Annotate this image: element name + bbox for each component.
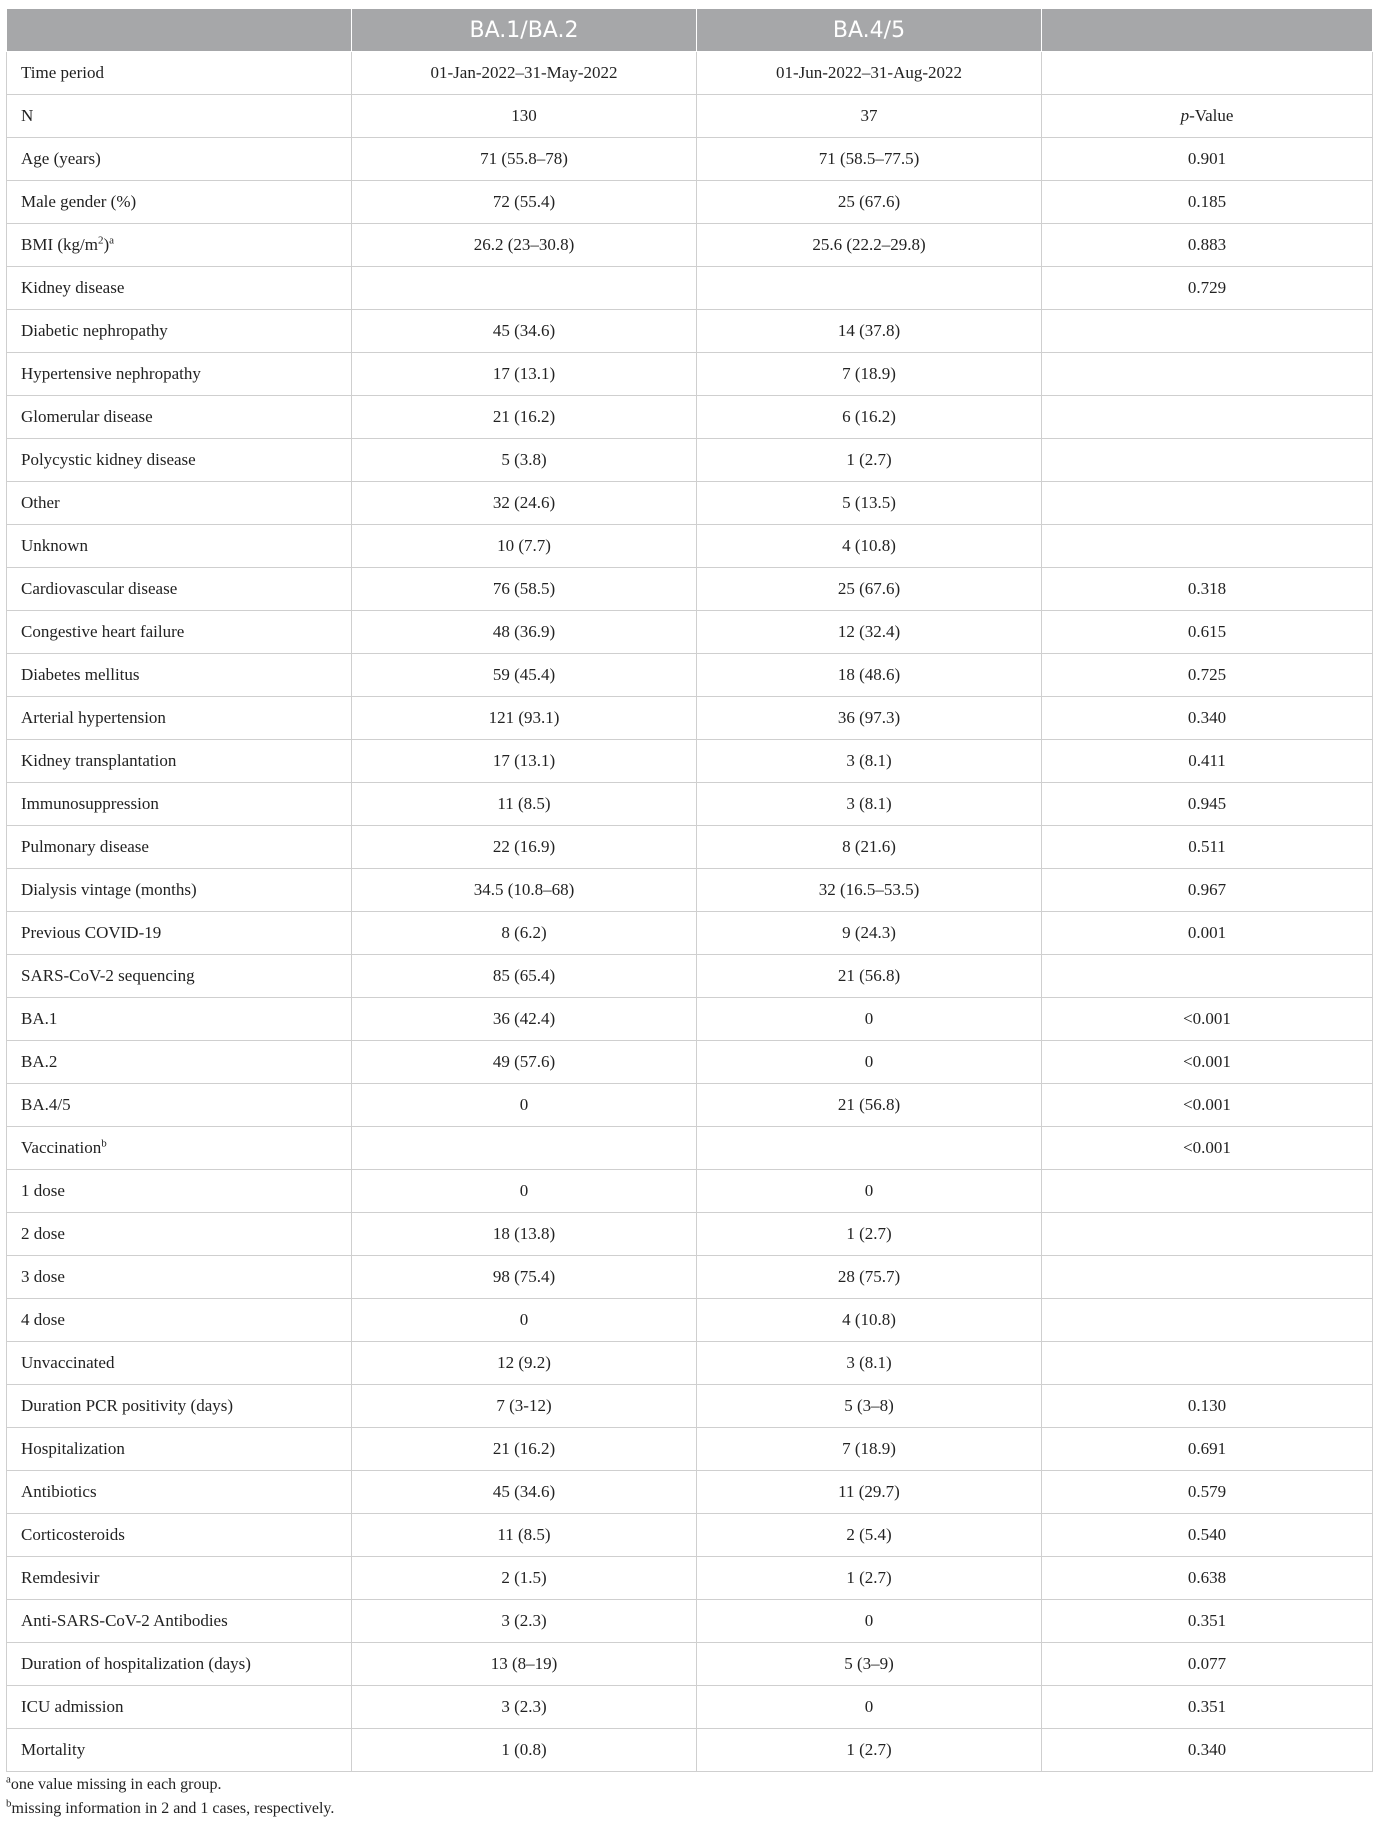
row-label: Previous COVID-19 [7,912,352,955]
table-row [7,1686,1373,1729]
cell-ba45: 32 (16.5–53.5) [697,869,1042,912]
cell-pvalue: 0.901 [1042,138,1373,181]
cell-ba12: 11 (8.5) [352,1514,697,1557]
header-row [7,9,1373,52]
cell-ba12: 17 (13.1) [352,740,697,783]
row-label: Male gender (%) [7,181,352,224]
table-row [7,439,1373,482]
table-row [7,1385,1373,1428]
cell-ba45: 2 (5.4) [697,1514,1042,1557]
cell-ba12: 49 (57.6) [352,1041,697,1084]
table-row [7,1127,1373,1170]
table-row [7,740,1373,783]
cell-ba12: 32 (24.6) [352,482,697,525]
cell-pvalue: 0.883 [1042,224,1373,267]
footnotes [6,1773,334,1821]
table-container [6,8,1372,1772]
cell-ba45 [697,1127,1042,1170]
cell-ba45: 0 [697,1041,1042,1084]
cell-ba45: 1 (2.7) [697,439,1042,482]
row-label: Pulmonary disease [7,826,352,869]
row-label: ICU admission [7,1686,352,1729]
cell-ba12: 0 [352,1084,697,1127]
cell-ba45: 25 (67.6) [697,568,1042,611]
cell-pvalue: 0.579 [1042,1471,1373,1514]
cell-ba45: 0 [697,1686,1042,1729]
row-label: Unvaccinated [7,1342,352,1385]
cell-ba12: 85 (65.4) [352,955,697,998]
table-row [7,1471,1373,1514]
cell-ba12: 130 [352,95,697,138]
cell-ba45: 7 (18.9) [697,1428,1042,1471]
cell-ba12: 59 (45.4) [352,654,697,697]
row-label: Cardiovascular disease [7,568,352,611]
table-row [7,396,1373,439]
table-body [7,52,1373,1772]
header-cell-label [7,9,352,52]
table-row [7,1600,1373,1643]
data-table [6,8,1373,1772]
cell-ba12: 21 (16.2) [352,396,697,439]
table-row [7,1428,1373,1471]
row-label: Kidney transplantation [7,740,352,783]
cell-ba45: 0 [697,998,1042,1041]
cell-pvalue: 0.615 [1042,611,1373,654]
row-label: Kidney disease [7,267,352,310]
header-cell-ba12: BA.1/BA.2 [352,9,697,52]
cell-pvalue: 0.001 [1042,912,1373,955]
table-row [7,1514,1373,1557]
cell-ba45: 1 (2.7) [697,1557,1042,1600]
cell-pvalue [1042,1342,1373,1385]
cell-ba45: 36 (97.3) [697,697,1042,740]
table-row [7,1643,1373,1686]
table-row [7,654,1373,697]
cell-ba45: 12 (32.4) [697,611,1042,654]
cell-ba45: 0 [697,1170,1042,1213]
cell-ba12: 12 (9.2) [352,1342,697,1385]
cell-ba45: 4 (10.8) [697,525,1042,568]
cell-ba45: 5 (3–9) [697,1643,1042,1686]
table-row [7,783,1373,826]
row-label: 1 dose [7,1170,352,1213]
cell-ba12: 98 (75.4) [352,1256,697,1299]
table-row [7,1557,1373,1600]
cell-pvalue: 0.340 [1042,697,1373,740]
table-row [7,482,1373,525]
row-label: N [7,95,352,138]
row-label: Age (years) [7,138,352,181]
table-row [7,826,1373,869]
table-row [7,353,1373,396]
cell-ba45: 0 [697,1600,1042,1643]
cell-pvalue: 0.185 [1042,181,1373,224]
cell-ba12: 13 (8–19) [352,1643,697,1686]
table-row [7,697,1373,740]
row-label: BA.4/5 [7,1084,352,1127]
cell-ba12: 121 (93.1) [352,697,697,740]
table-row [7,267,1373,310]
footnote-b: $^b$missing information in 2 and 1 cases, respectively. [6,1797,335,1817]
cell-pvalue: 0.945 [1042,783,1373,826]
cell-ba45: 5 (13.5) [697,482,1042,525]
cell-pvalue [1042,310,1373,353]
header-cell-pvalue [1042,9,1373,52]
cell-pvalue: <0.001 [1042,1084,1373,1127]
row-label: Polycystic kidney disease [7,439,352,482]
row-label: Dialysis vintage (months) [7,869,352,912]
table-row [7,310,1373,353]
cell-pvalue: 0.967 [1042,869,1373,912]
row-label: 4 dose [7,1299,352,1342]
cell-ba45: 7 (18.9) [697,353,1042,396]
row-label: Diabetic nephropathy [7,310,352,353]
cell-pvalue: 0.130 [1042,1385,1373,1428]
cell-ba12: 8 (6.2) [352,912,697,955]
row-label: BA.1 [7,998,352,1041]
cell-pvalue: <0.001 [1042,1127,1373,1170]
cell-ba45: 3 (8.1) [697,740,1042,783]
row-label: Duration PCR positivity (days) [7,1385,352,1428]
cell-ba45: 4 (10.8) [697,1299,1042,1342]
table-row [7,52,1373,95]
table-row [7,138,1373,181]
cell-ba12: 7 (3-12) [352,1385,697,1428]
row-label: Unknown [7,525,352,568]
cell-pvalue: 0.691 [1042,1428,1373,1471]
cell-ba12: 48 (36.9) [352,611,697,654]
cell-ba12: 1 (0.8) [352,1729,697,1772]
cell-pvalue: 0.351 [1042,1686,1373,1729]
row-label: BA.2 [7,1041,352,1084]
cell-ba45: 9 (24.3) [697,912,1042,955]
cell-ba45: 6 (16.2) [697,396,1042,439]
table-row [7,181,1373,224]
table-row [7,1170,1373,1213]
cell-ba12 [352,1127,697,1170]
cell-ba12: 18 (13.8) [352,1213,697,1256]
cell-ba45: 3 (8.1) [697,783,1042,826]
table-row [7,998,1373,1041]
row-label: Duration of hospitalization (days) [7,1643,352,1686]
cell-pvalue: 0.638 [1042,1557,1373,1600]
cell-pvalue [1042,1256,1373,1299]
row-label: Antibiotics [7,1471,352,1514]
cell-pvalue: 0.340 [1042,1729,1373,1772]
cell-ba45: 8 (21.6) [697,826,1042,869]
cell-ba12: 11 (8.5) [352,783,697,826]
cell-ba45: 37 [697,95,1042,138]
cell-ba45: 18 (48.6) [697,654,1042,697]
cell-pvalue: <0.001 [1042,998,1373,1041]
table-row [7,568,1373,611]
row-label: Anti-SARS-CoV-2 Antibodies [7,1600,352,1643]
cell-pvalue [1042,1170,1373,1213]
cell-ba12: 17 (13.1) [352,353,697,396]
table-row [7,1342,1373,1385]
row-label: Arterial hypertension [7,697,352,740]
table-row [7,912,1373,955]
cell-pvalue: 0.411 [1042,740,1373,783]
row-label: Hypertensive nephropathy [7,353,352,396]
cell-ba45: 5 (3–8) [697,1385,1042,1428]
table-row [7,1256,1373,1299]
cell-pvalue [1042,1299,1373,1342]
cell-ba12: 5 (3.8) [352,439,697,482]
cell-ba12: 3 (2.3) [352,1600,697,1643]
cell-pvalue [1042,525,1373,568]
row-label: Corticosteroids [7,1514,352,1557]
cell-pvalue: 0.318 [1042,568,1373,611]
cell-ba12: 0 [352,1299,697,1342]
cell-ba12: 76 (58.5) [352,568,697,611]
cell-pvalue: 0.725 [1042,654,1373,697]
row-label: 2 dose [7,1213,352,1256]
cell-pvalue: 0.077 [1042,1643,1373,1686]
cell-pvalue: 0.351 [1042,1600,1373,1643]
cell-ba45: 25 (67.6) [697,181,1042,224]
row-label: SARS-CoV-2 sequencing [7,955,352,998]
cell-ba45: 1 (2.7) [697,1729,1042,1772]
row-label: Hospitalization [7,1428,352,1471]
row-label: BMI $(kg/m^2)^a$ [7,224,352,267]
row-label: 3 dose [7,1256,352,1299]
cell-ba12: 72 (55.4) [352,181,697,224]
cell-ba12: 10 (7.7) [352,525,697,568]
table-row [7,1729,1373,1772]
cell-ba45: 28 (75.7) [697,1256,1042,1299]
cell-ba45: 25.6 (22.2–29.8) [697,224,1042,267]
cell-ba12: 45 (34.6) [352,310,697,353]
header-cell-ba45: BA.4/5 [697,9,1042,52]
cell-ba12: 0 [352,1170,697,1213]
pvalue-column-label: p-Value [1042,95,1373,138]
row-label: Congestive heart failure [7,611,352,654]
cell-pvalue [1042,482,1373,525]
cell-ba12: 22 (16.9) [352,826,697,869]
table-row [7,1213,1373,1256]
cell-ba45: 1 (2.7) [697,1213,1042,1256]
cell-pvalue [1042,439,1373,482]
cell-pvalue: 0.540 [1042,1514,1373,1557]
cell-ba45: 21 (56.8) [697,1084,1042,1127]
cell-ba45: 01-Jun-2022–31-Aug-2022 [697,52,1042,95]
table-row [7,95,1373,138]
cell-pvalue [1042,353,1373,396]
row-label: Other [7,482,352,525]
cell-ba12 [352,267,697,310]
cell-ba12: 36 (42.4) [352,998,697,1041]
row-label: Mortality [7,1729,352,1772]
row-label: Time period [7,52,352,95]
table-row [7,869,1373,912]
cell-ba45: 14 (37.8) [697,310,1042,353]
cell-ba12: 21 (16.2) [352,1428,697,1471]
footnote-a: $^a$one value missing in each group. [6,1773,222,1793]
table-header [7,9,1373,52]
cell-pvalue [1042,52,1373,95]
table-row [7,1041,1373,1084]
cell-ba12: 26.2 (23–30.8) [352,224,697,267]
cell-pvalue [1042,396,1373,439]
row-label: Glomerular disease [7,396,352,439]
cell-ba45: 71 (58.5–77.5) [697,138,1042,181]
cell-ba45: 21 (56.8) [697,955,1042,998]
cell-ba45 [697,267,1042,310]
cell-ba45: 11 (29.7) [697,1471,1042,1514]
cell-ba12: 3 (2.3) [352,1686,697,1729]
cell-ba12: 45 (34.6) [352,1471,697,1514]
table-row [7,1084,1373,1127]
cell-pvalue [1042,955,1373,998]
table-row [7,955,1373,998]
row-label: Remdesivir [7,1557,352,1600]
row-label: Vaccination$^b$ [7,1127,352,1170]
table-row [7,525,1373,568]
table-row [7,611,1373,654]
cell-pvalue [1042,1213,1373,1256]
cell-pvalue: <0.001 [1042,1041,1373,1084]
cell-ba45: 3 (8.1) [697,1342,1042,1385]
cell-ba12: 01-Jan-2022–31-May-2022 [352,52,697,95]
table-row [7,224,1373,267]
row-label: Immunosuppression [7,783,352,826]
cell-pvalue: 0.729 [1042,267,1373,310]
cell-ba12: 34.5 (10.8–68) [352,869,697,912]
cell-ba12: 2 (1.5) [352,1557,697,1600]
table-row [7,1299,1373,1342]
cell-ba12: 71 (55.8–78) [352,138,697,181]
row-label: Diabetes mellitus [7,654,352,697]
cell-pvalue: 0.511 [1042,826,1373,869]
